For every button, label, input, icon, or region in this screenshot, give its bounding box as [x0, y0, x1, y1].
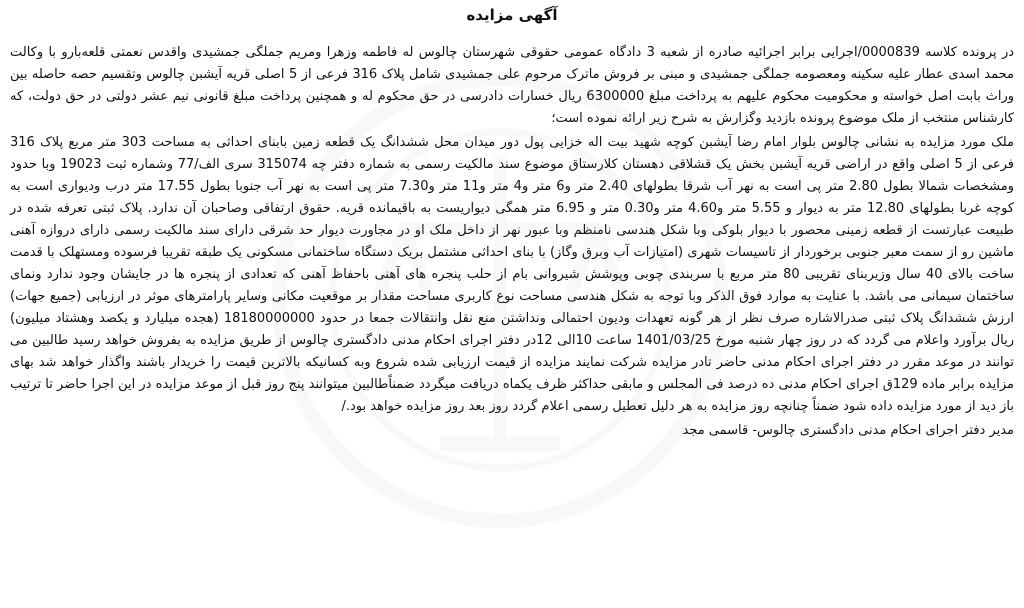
signature-line: مدیر دفتر اجرای احکام مدنی دادگستری چالوس- قاسمی مجد [682, 423, 1014, 438]
case-introduction-paragraph: در پرونده کلاسه 0000839/اجرایی برابر اجرائیه صادره از شعبه 3 دادگاه عمومی حقوقی شهرستان چالوس له فاطمه وزهرا ومریم جملگی جمشیدی واقدس نعمتی قلعه‌بارو با وکالت محمد اسدی عطار علیه سکینه ومعصومه جملگی جمشیدی و مبنی بر فروش ماترک مرحوم علی جمشیدی شامل پلاک 316 فرعی از 5 اصلی قریه آیشبن چالوس وتقسیم حصه حاصله بین وراث بابت اصل خواسته و محکومیت محکوم علیهم به پرداخت مبلغ 6300000 ریال خسارات دادرسی در حق محکوم له و همچنین پرداخت مبلغ قانونی نیم عشر دولتی در حق دولت، که کارشناس منتخب از ملک موضوع پرونده بازدید وگزارش به شرح زیر ارائه نموده است؛ [10, 45, 1015, 126]
notice-title: آگهی مزایده [466, 6, 558, 24]
property-description-paragraph: ملک مورد مزایده به نشانی چالوس بلوار امام رضا آیشبن کوچه شهید بیت اله خزایی پول دور میدان محل ششدانگ یک قطعه زمین بابنای احداثی به مساحت 303 متر مربع پلاک 316 فرعی از 5 اصلی واقع در اراضی قریه آیشبن بخش یک قشلاقی دهستان کلارستاق موضوع سند مالکیت رسمی به شماره دفتر چه 315074 سری الف/77 وشماره ثبت 19023 وبا حدود ومشخصات شمالا بطول 2.80 متر پی است به نهر آب شرقا بطولهای 2.40 متر و6 متر و4 متر و11 متر و7.30 متر پی است به نهر آب جنوبا بطول 17.55 متر درب ودیواری است به کوچه غربا بطولهای 12.80 متر به دیوار و 5.55 متر و4.60 متر و0.30 متر و 6.95 متر همگی دیواریست به باقیمانده قریه. حقوق ارتفاقی وصاحبان آن ندارد. پلاک ثبتی تعرفه شده در طبیعت عبارتست از قطعه زمینی محصور با دیوار بلوکی وبا شکل هندسی نامنظم وبا عبور نهر از داخل ملک او در مجاورت دیوار حد شرقی دارای سند مالکیت رسمی دارای دروازه آهنی ماشین رو از سمت معبر جنوبی برخوردار از تاسیسات شهری (امتیازات آب وبرق وگاز) با بنای احداثی مشتمل بریک دستگاه ساختمانی مسکونی یک طبقه تقریبا فرسوده ومستهلک با قدمت ساخت بالای 40 سال وزیربنای تقریبی 80 متر مربع با سربندی چوبی وپوشش شیروانی بام از حلب پنجره های آهنی باحفاظ آهنی که تعدادی از پنجره ها در جایشان وجود ندارد ونمای ساختمان سیمانی می باشد. با عنایت به موارد فوق الذکر وبا توجه به شکل هندسی مساحت نوع کاربری مساحت مقدار بر موقعیت مکانی وسایر پارامترهای موثر در ارزیابی (جمیع جهات) ارزش ششدانگ پلاک ثبتی صدرالاشاره صرف نظر از هر گونه تعهدات ودیون احتمالی ونداشتن منع نقل وانتقالات جمعا در حدود 18180000000 (هجده میلیارد و یکصد وهشتاد میلیون) ریال برآورد واعلام می گردد که در روز چهار شنبه مورخ 1401/03/25 ساعت 10الی 12در دفتر اجرای احکام مدنی دادگستری چالوس از طریق مزایده به بفروش خواهد رسید طالبین می توانند در موعد مقرر در دفتر اجرای احکام مدنی حاضر تادر مزایده شرکت نمایند مزایده از قیمت ارزیابی شده شروع وبه کسانیکه بالاترین قیمت را خریدار باشند واگذار خواهد شد بهای مزایده برابر ماده 129ق اجرای احکام مدنی ده درصد فی المجلس و مابقی حداکثر ظرف یکماه دریافت میگردد ضمناًطالبین میتوانند پنج روز قبل از موعد مزایده در این اجرا حاضر تا ترتیب باز دید از مورد مزایده داده شود ضمناً چنانچه روز مزایده به هر دلیل تعطیل رسمی اعلام گردد روز بعد روز مزایده خواهد بود./ [10, 135, 1015, 414]
